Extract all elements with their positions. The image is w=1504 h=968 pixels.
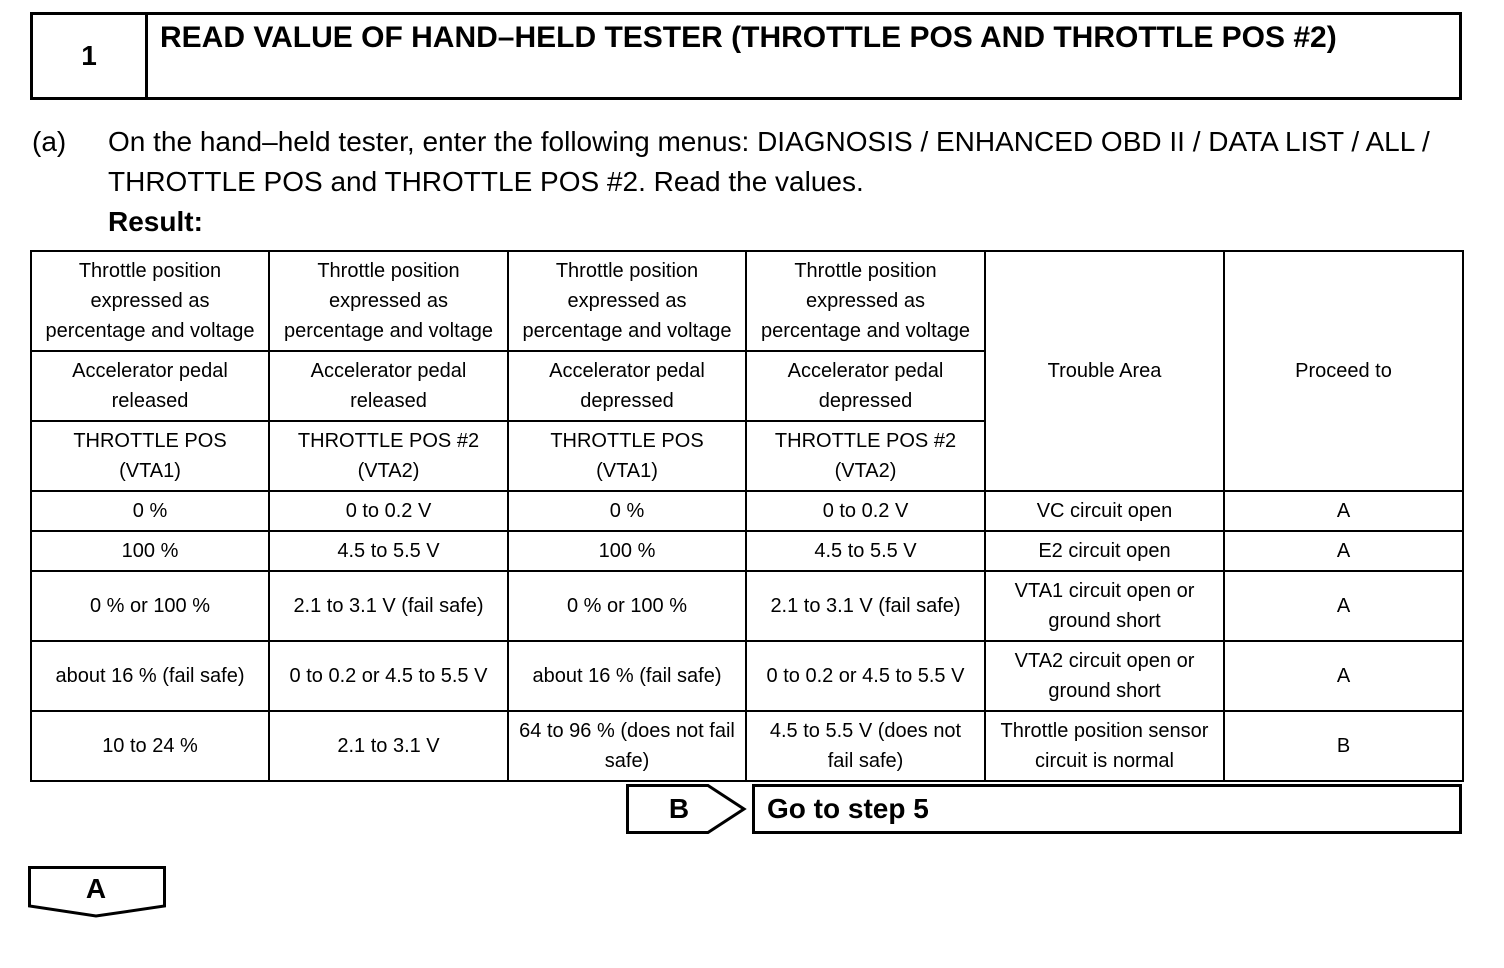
result-label: Result: [108,206,203,237]
table-cell: 10 to 24 % [31,711,269,781]
table-cell: A [1224,641,1463,711]
header-cell: Throttle position expressed as percentage and voltage [746,251,985,351]
table-cell: 2.1 to 3.1 V (fail safe) [269,571,508,641]
table-cell: A [1224,491,1463,531]
table-cell: 0 % or 100 % [508,571,746,641]
table-cell: 2.1 to 3.1 V [269,711,508,781]
trouble-area-header: Trouble Area [985,251,1224,491]
header-row [31,251,1463,351]
go-to-step-box: Go to step 5 [752,784,1462,834]
table-row [31,571,1463,641]
table-cell: about 16 % (fail safe) [31,641,269,711]
header-cell: Throttle position expressed as percentage and voltage [269,251,508,351]
proceed-to-header: Proceed to [1224,251,1463,491]
branch-b [626,784,1462,834]
header-cell: Accelerator pedal released [269,351,508,421]
header-cell: Accelerator pedal depressed [746,351,985,421]
instruction [30,122,1470,202]
header-cell: THROTTLE POS #2 (VTA2) [746,421,985,491]
table-row [31,641,1463,711]
table-cell: B [1224,711,1463,781]
table-cell: 0 to 0.2 or 4.5 to 5.5 V [269,641,508,711]
table-cell: 4.5 to 5.5 V [269,531,508,571]
table-cell: A [1224,531,1463,571]
table-cell: VTA2 circuit open or ground short [985,641,1224,711]
table-cell: 0 % [508,491,746,531]
branch-b-label: B [668,793,690,824]
table-cell: 0 to 0.2 V [746,491,985,531]
table-cell: 4.5 to 5.5 V [746,531,985,571]
table-row [31,531,1463,571]
table-cell: VC circuit open [985,491,1224,531]
table-cell: 100 % [508,531,746,571]
step-header [30,12,1462,100]
table-row [31,711,1463,781]
step-number: 1 [33,15,148,97]
table-cell: 0 to 0.2 or 4.5 to 5.5 V [746,641,985,711]
table-cell: 0 % or 100 % [31,571,269,641]
header-cell: Throttle position expressed as percentage and voltage [508,251,746,351]
instruction-text: On the hand–held tester, enter the following menus: DIAGNOSIS / ENHANCED OBD II / DATA LIST / ALL / THROTTLE POS and THROTTLE POS #2. Read the values. [108,126,1430,197]
table-cell: A [1224,571,1463,641]
step-title: READ VALUE OF HAND–HELD TESTER (THROTTLE POS AND THROTTLE POS #2) [160,21,1337,54]
table-cell: 4.5 to 5.5 V (does not fail safe) [746,711,985,781]
table-cell: 0 to 0.2 V [269,491,508,531]
table-cell: about 16 % (fail safe) [508,641,746,711]
branch-a-label: A [85,873,107,904]
table-cell: 64 to 96 % (does not fail safe) [508,711,746,781]
table-cell: 2.1 to 3.1 V (fail safe) [746,571,985,641]
table-cell: VTA1 circuit open or ground short [985,571,1224,641]
header-cell: Accelerator pedal depressed [508,351,746,421]
table-cell: E2 circuit open [985,531,1224,571]
result-table [30,250,1464,782]
table-cell: 0 % [31,491,269,531]
header-cell: THROTTLE POS (VTA1) [31,421,269,491]
table-cell: Throttle position sensor circuit is normal [985,711,1224,781]
header-cell: THROTTLE POS (VTA1) [508,421,746,491]
table-row [31,491,1463,531]
header-cell: Throttle position expressed as percentage and voltage [31,251,269,351]
branch-a [28,866,166,920]
header-cell: THROTTLE POS #2 (VTA2) [269,421,508,491]
instruction-marker: (a) [32,126,67,157]
table-cell: 100 % [31,531,269,571]
header-cell: Accelerator pedal released [31,351,269,421]
